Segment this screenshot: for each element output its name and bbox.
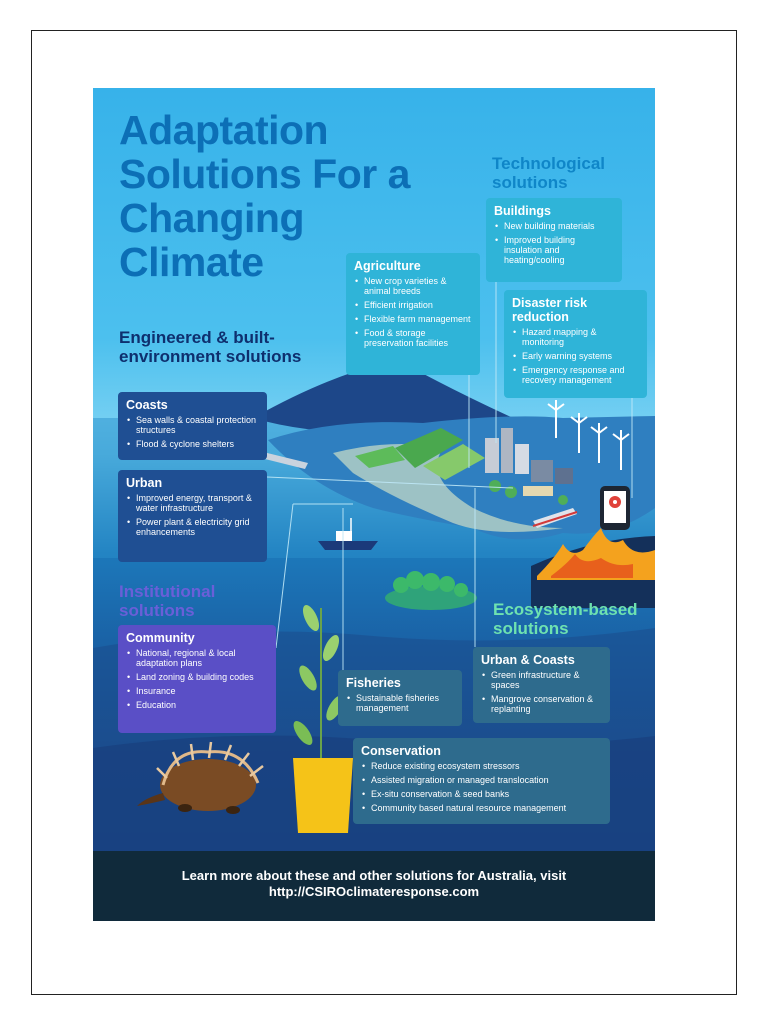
box-list [361,761,602,813]
ecosystem-solutions-heading: Ecosystem-based solutions [493,600,638,638]
list-item: • Improved energy, transport & water infrastructure [136,493,259,513]
list-item: • Sustainable fisheries management [356,693,454,713]
list-item: • Early warning systems [522,351,639,361]
box-list [481,670,602,714]
list-item: • Flexible farm management [364,314,472,324]
box-list [512,327,639,385]
list-item: • Land zoning & building codes [136,672,268,682]
list-item: • New building materials [504,221,614,231]
box-title: Coasts [126,398,168,412]
agriculture-box [346,253,480,375]
fisheries-box [338,670,462,726]
box-list [346,693,454,713]
institutional-solutions-heading: Institutional solutions [119,582,216,620]
list-item: • Improved building insulation and heating/cooling [504,235,614,265]
list-item: • Mangrove conservation & replanting [491,694,602,714]
technological-solutions-heading: Technological solutions [492,154,606,192]
list-item: • Education [136,700,268,710]
list-item: • New crop varieties & animal breeds [364,276,472,296]
box-list [494,221,614,265]
urban-coasts-box [473,647,610,723]
box-list [126,648,268,710]
box-title: Community [126,631,195,645]
urban-box [118,470,267,562]
coasts-box [118,392,267,460]
infographic-poster [93,88,655,921]
conservation-box [353,738,610,824]
list-item: • Flood & cyclone shelters [136,439,259,449]
footer-text: Learn more about these and other solutions for Australia, visit [181,868,567,883]
box-title: Fisheries [346,676,401,690]
poster-title: Adaptation Solutions For a Changing Climate [119,107,410,285]
list-item: • Food & storage preservation facilities [364,328,472,348]
community-box [118,625,276,733]
list-item: • Power plant & electricity grid enhancements [136,517,259,537]
list-item: • Assisted migration or managed translocation [371,775,602,785]
plant-pot-icon [293,758,353,833]
box-title: Disaster risk reduction [512,296,588,324]
list-item: • Reduce existing ecosystem stressors [371,761,602,771]
engineered-solutions-heading: Engineered & built-environment solutions [119,328,302,366]
list-item: • Ex-situ conservation & seed banks [371,789,602,799]
box-list [354,276,472,348]
disaster-risk-box [504,290,647,398]
list-item: • National, regional & local adaptation plans [136,648,268,668]
box-title: Agriculture [354,259,421,273]
list-item: • Insurance [136,686,268,696]
list-item: • Emergency response and recovery management [522,365,639,385]
footer-link[interactable]: http://CSIROclimateresponse.com [268,884,480,899]
buildings-box [486,198,622,282]
list-item: • Sea walls & coastal protection structures [136,415,259,435]
box-title: Conservation [361,744,441,758]
list-item: • Hazard mapping & monitoring [522,327,639,347]
box-title: Urban [126,476,163,490]
box-title: Buildings [494,204,551,218]
box-title: Urban & Coasts [481,653,575,667]
list-item: • Green infrastructure & spaces [491,670,602,690]
box-list [126,493,259,537]
box-list [126,415,259,449]
footer-banner [93,851,655,921]
list-item: • Community based natural resource management [371,803,602,813]
list-item: • Efficient irrigation [364,300,472,310]
